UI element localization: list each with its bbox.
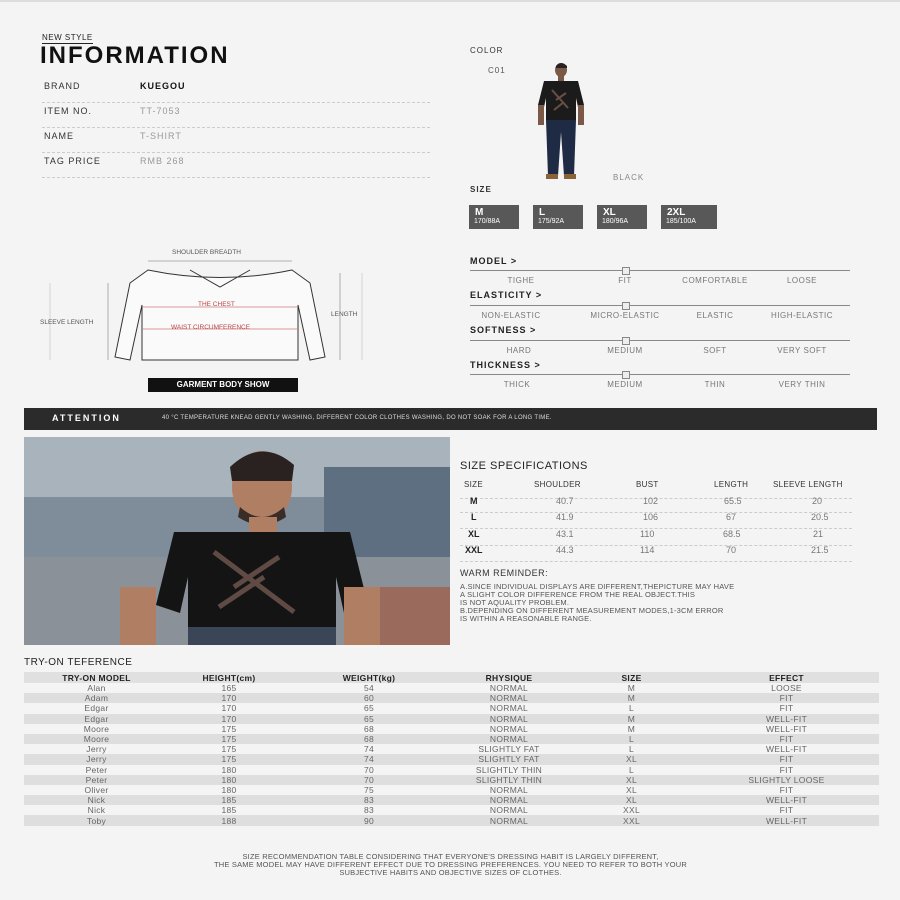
try-on-cell: 180 bbox=[169, 775, 289, 785]
warm-reminder-line: A SLIGHT COLOR DIFFERENCE FROM THE REAL OBJECT.THIS bbox=[460, 590, 696, 599]
garment-diagram bbox=[40, 245, 380, 385]
warm-reminder-line: A.SINCE INDIVIDUAL DISPLAYS ARE DIFFERENT,THEPICTURE MAY HAVE bbox=[460, 582, 735, 591]
try-on-cell: M bbox=[627, 723, 636, 734]
attention-bar bbox=[24, 408, 877, 430]
try-on-cell: 170 bbox=[221, 703, 237, 714]
scale-model-line bbox=[470, 270, 850, 271]
try-on-cell: XXL bbox=[569, 815, 694, 825]
scale-model-title: MODEL > bbox=[470, 256, 518, 266]
size-name: L bbox=[539, 207, 546, 218]
try-on-cell: FIT bbox=[779, 805, 794, 816]
scale-option: COMFORTABLE bbox=[682, 276, 748, 285]
warm-reminder-line: B.DEPENDING ON DIFFERENT MEASUREMENT MODES,1-3CM ERROR bbox=[460, 606, 724, 615]
try-on-cell: NORMAL bbox=[449, 815, 569, 825]
try-on-cell: NORMAL bbox=[449, 795, 569, 805]
try-on-cell: 60 bbox=[289, 693, 449, 703]
spec-cell: 114 bbox=[640, 545, 655, 555]
spec-cell: XL bbox=[468, 529, 480, 539]
try-on-cell: XXL bbox=[623, 805, 640, 816]
try-on-cell: L bbox=[569, 734, 694, 744]
try-on-row bbox=[24, 785, 879, 795]
spec-col-header: LENGTH bbox=[714, 480, 749, 489]
size-option-xl[interactable] bbox=[597, 205, 647, 229]
warm-reminder-line: IS NOT AQUALITY PROBLEM. bbox=[460, 598, 570, 607]
model-photo[interactable] bbox=[24, 437, 450, 645]
color-name: BLACK bbox=[613, 173, 645, 182]
try-on-cell: SLIGHTLY THIN bbox=[475, 764, 543, 775]
spec-cell: 21.5 bbox=[811, 545, 829, 555]
try-on-cell: XL bbox=[569, 795, 694, 805]
scale-option: THICK bbox=[503, 380, 531, 389]
try-on-cell: NORMAL bbox=[489, 805, 529, 816]
try-on-cell: L bbox=[628, 764, 635, 775]
try-on-row bbox=[24, 754, 879, 764]
attention-text: 40 °C TEMPERATURE KNEAD GENTLY WASHING, DIFFERENT COLOR CLOTHES WASHING, DO NOT SOAK FOR A LONG TIME. bbox=[162, 415, 552, 421]
spec-cell: 44.3 bbox=[556, 545, 574, 555]
scale-option: FIT bbox=[618, 276, 632, 285]
top-divider bbox=[0, 0, 900, 2]
spec-cell: XXL bbox=[465, 545, 483, 555]
spec-cell: 65.5 bbox=[724, 496, 742, 506]
length-label: LENGTH bbox=[331, 311, 358, 318]
try-on-cell: 65 bbox=[289, 714, 449, 724]
info-row-brand bbox=[42, 77, 430, 103]
try-on-row bbox=[24, 765, 879, 775]
footer-line: SIZE RECOMMENDATION TABLE CONSIDERING THAT EVERYONE'S DRESSING HABIT IS LARGELY DIFFERENT, bbox=[242, 852, 659, 861]
try-on-cell: 185 bbox=[221, 805, 237, 816]
scale-option: HARD bbox=[506, 346, 532, 355]
spec-cell: 70 bbox=[726, 545, 737, 555]
spec-cell: 41.9 bbox=[556, 512, 574, 522]
try-on-cell: 65 bbox=[363, 703, 375, 714]
try-on-cell: 170 bbox=[169, 714, 289, 724]
try-on-row bbox=[24, 734, 879, 744]
try-on-title: TRY-ON TEFERENCE bbox=[24, 657, 133, 668]
try-on-row bbox=[24, 724, 879, 734]
try-on-cell: 68 bbox=[363, 723, 375, 734]
try-on-col-header: RHYSIQUE bbox=[449, 672, 569, 683]
sleeve-label: SLEEVE LENGTH bbox=[40, 319, 94, 326]
try-on-cell: XL bbox=[626, 784, 637, 795]
try-on-cell: 180 bbox=[221, 784, 237, 795]
size-name: XL bbox=[603, 207, 616, 218]
scale-elasticity-marker[interactable] bbox=[622, 302, 630, 310]
try-on-cell: Moore bbox=[83, 723, 110, 734]
try-on-cell: FIT bbox=[694, 693, 879, 703]
spec-cell: M bbox=[470, 496, 478, 506]
try-on-cell: 70 bbox=[363, 764, 375, 775]
shoulder-label: SHOULDER BREADTH bbox=[172, 249, 241, 256]
try-on-header-row bbox=[24, 672, 879, 683]
try-on-cell: L bbox=[628, 744, 635, 755]
try-on-cell: Oliver bbox=[84, 784, 109, 795]
size-name: M bbox=[475, 207, 484, 218]
info-value: T-SHIRT bbox=[140, 131, 182, 141]
try-on-row bbox=[24, 815, 879, 825]
size-name: 2XL bbox=[667, 207, 686, 218]
scale-softness-title: SOFTNESS > bbox=[470, 325, 537, 335]
try-on-cell: 83 bbox=[289, 795, 449, 805]
garment-body-show-caption: GARMENT BODY SHOW bbox=[148, 378, 298, 392]
size-option-m[interactable] bbox=[469, 205, 519, 229]
try-on-cell: Alan bbox=[87, 683, 106, 694]
try-on-cell: SLIGHTLY FAT bbox=[449, 754, 569, 764]
try-on-cell: NORMAL bbox=[449, 714, 569, 724]
warm-reminder-title: WARM REMINDER: bbox=[460, 568, 549, 578]
try-on-cell: WELL-FIT bbox=[694, 714, 879, 724]
try-on-cell: 165 bbox=[221, 683, 237, 694]
scale-model-marker[interactable] bbox=[622, 267, 630, 275]
scale-elasticity-line bbox=[470, 305, 850, 306]
size-measure: 180/96A bbox=[602, 218, 629, 225]
spec-cell: 110 bbox=[640, 529, 655, 539]
try-on-cell: 185 bbox=[169, 795, 289, 805]
spec-cell: 106 bbox=[643, 512, 659, 522]
scale-option: TIGHE bbox=[507, 276, 535, 285]
try-on-row bbox=[24, 795, 879, 805]
footer-line: THE SAME MODEL MAY HAVE DIFFERENT EFFECT DUE TO DRESSING PREFERENCES. YOU NEED TO REFER TO BOTH YOUR bbox=[214, 860, 687, 869]
try-on-cell: 68 bbox=[289, 734, 449, 744]
scale-option: ELASTIC bbox=[696, 311, 734, 320]
try-on-col-header: TRY-ON MODEL bbox=[24, 672, 169, 683]
footer-line: SUBJECTIVE HABITS AND OBJECTIVE SIZES OF CLOTHES. bbox=[339, 868, 562, 877]
info-row-tag-price bbox=[42, 152, 430, 178]
try-on-cell: L bbox=[628, 703, 635, 714]
spec-col-header: SIZE bbox=[464, 480, 483, 489]
try-on-col-header: SIZE bbox=[569, 672, 694, 683]
try-on-cell: Adam bbox=[24, 693, 169, 703]
scale-softness-marker[interactable] bbox=[622, 337, 630, 345]
spec-cell: L bbox=[471, 512, 477, 522]
try-on-cell: 175 bbox=[169, 734, 289, 744]
try-on-cell: NORMAL bbox=[449, 693, 569, 703]
spec-cell: 20 bbox=[812, 496, 823, 506]
info-key: TAG PRICE bbox=[44, 156, 101, 166]
size-measure: 175/92A bbox=[538, 218, 565, 225]
scale-option: HIGH-ELASTIC bbox=[770, 311, 833, 320]
try-on-cell: 54 bbox=[363, 683, 375, 694]
try-on-cell: Edgar bbox=[24, 714, 169, 724]
try-on-row bbox=[24, 775, 879, 785]
try-on-cell: WELL-FIT bbox=[694, 815, 879, 825]
try-on-cell: NORMAL bbox=[489, 784, 529, 795]
try-on-cell: NORMAL bbox=[489, 683, 529, 694]
spec-cell: 43.1 bbox=[556, 529, 574, 539]
try-on-cell: 75 bbox=[363, 784, 375, 795]
try-on-cell: SLIGHTLY FAT bbox=[478, 744, 540, 755]
info-row-item-no bbox=[42, 102, 430, 128]
info-value: RMB 268 bbox=[140, 156, 185, 166]
try-on-row bbox=[24, 714, 879, 724]
try-on-cell: Jerry bbox=[24, 754, 169, 764]
try-on-cell: Nick bbox=[87, 805, 106, 816]
attention-title: ATTENTION bbox=[52, 413, 121, 423]
try-on-row bbox=[24, 693, 879, 703]
scale-option: LOOSE bbox=[786, 276, 818, 285]
scale-thickness-title: THICKNESS > bbox=[470, 360, 541, 370]
try-on-cell: 70 bbox=[289, 775, 449, 785]
chest-label: THE CHEST bbox=[198, 301, 235, 308]
waist-label: WAIST CIRCUMFERENCE bbox=[171, 324, 251, 331]
info-value: TT-7053 bbox=[140, 106, 181, 116]
try-on-cell: 74 bbox=[363, 744, 375, 755]
size-measure: 170/88A bbox=[474, 218, 501, 225]
try-on-cell: XL bbox=[569, 754, 694, 764]
warm-reminder-line: IS WITHIN A REASONABLE RANGE. bbox=[460, 614, 592, 623]
spec-col-header: SLEEVE LENGTH bbox=[773, 480, 843, 489]
try-on-cell: 175 bbox=[221, 744, 237, 755]
try-on-cell: Nick bbox=[24, 795, 169, 805]
spec-cell: 102 bbox=[643, 496, 659, 506]
try-on-col-header: WEIGHT(kg) bbox=[289, 672, 449, 683]
size-option-2xl[interactable] bbox=[661, 205, 717, 229]
try-on-table bbox=[24, 672, 879, 826]
try-on-cell: FIT bbox=[779, 784, 794, 795]
color-model-figure[interactable] bbox=[516, 60, 606, 185]
scale-thickness-marker[interactable] bbox=[622, 371, 630, 379]
scale-option: SOFT bbox=[703, 346, 727, 355]
scale-option: NON-ELASTIC bbox=[481, 311, 541, 320]
try-on-body bbox=[24, 683, 879, 826]
info-value: KUEGOU bbox=[140, 81, 186, 91]
try-on-col-header: EFFECT bbox=[694, 672, 879, 683]
new-style-kicker: NEW STYLE bbox=[42, 33, 93, 42]
try-on-cell: Edgar bbox=[84, 703, 109, 714]
scale-softness-line bbox=[470, 340, 850, 341]
try-on-cell: NORMAL bbox=[449, 734, 569, 744]
try-on-cell: 74 bbox=[289, 754, 449, 764]
try-on-cell: Jerry bbox=[86, 744, 107, 755]
spec-cell: 40.7 bbox=[556, 496, 574, 506]
try-on-col-header: HEIGHT(cm) bbox=[169, 672, 289, 683]
try-on-cell: 175 bbox=[169, 754, 289, 764]
scale-option: THIN bbox=[704, 380, 726, 389]
try-on-cell: FIT bbox=[694, 754, 879, 764]
try-on-cell: 83 bbox=[363, 805, 375, 816]
spec-cell: 68.5 bbox=[723, 529, 741, 539]
try-on-cell: 170 bbox=[169, 693, 289, 703]
try-on-cell: 90 bbox=[289, 815, 449, 825]
size-option-l[interactable] bbox=[533, 205, 583, 229]
try-on-cell: 188 bbox=[169, 815, 289, 825]
try-on-cell: LOOSE bbox=[771, 683, 802, 694]
spec-cell: 67 bbox=[726, 512, 737, 522]
scale-thickness-line bbox=[470, 374, 850, 375]
try-on-cell: 175 bbox=[221, 723, 237, 734]
info-key: ITEM NO. bbox=[44, 106, 92, 116]
color-label: COLOR bbox=[470, 46, 504, 55]
try-on-cell: FIT bbox=[694, 734, 879, 744]
try-on-cell: NORMAL bbox=[489, 723, 529, 734]
size-spec-title: SIZE SPECIFICATIONS bbox=[460, 460, 588, 472]
info-key: NAME bbox=[44, 131, 75, 141]
try-on-cell: Peter bbox=[24, 775, 169, 785]
spec-cell: 20.5 bbox=[811, 512, 829, 522]
scale-option: MEDIUM bbox=[607, 380, 643, 389]
try-on-row bbox=[24, 703, 879, 713]
try-on-cell: WELL-FIT bbox=[765, 744, 808, 755]
information-title: INFORMATION bbox=[40, 42, 230, 69]
try-on-cell: M bbox=[627, 683, 636, 694]
try-on-row bbox=[24, 744, 879, 754]
try-on-cell: WELL-FIT bbox=[765, 723, 808, 734]
scale-option: VERY THIN bbox=[778, 380, 826, 389]
try-on-cell: WELL-FIT bbox=[694, 795, 879, 805]
try-on-cell: M bbox=[569, 714, 694, 724]
size-label: SIZE bbox=[470, 185, 492, 194]
scale-option: MEDIUM bbox=[607, 346, 643, 355]
try-on-row bbox=[24, 805, 879, 815]
size-measure: 185/100A bbox=[666, 218, 696, 225]
color-code: C01 bbox=[488, 66, 506, 75]
try-on-cell: Peter bbox=[85, 764, 108, 775]
try-on-cell: Moore bbox=[24, 734, 169, 744]
spec-cell: 21 bbox=[813, 529, 824, 539]
size-spec-row bbox=[460, 541, 852, 562]
spec-col-header: SHOULDER bbox=[534, 480, 581, 489]
try-on-cell: SLIGHTLY LOOSE bbox=[694, 775, 879, 785]
try-on-cell: 180 bbox=[221, 764, 237, 775]
try-on-cell: SLIGHTLY THIN bbox=[449, 775, 569, 785]
try-on-cell: Toby bbox=[24, 815, 169, 825]
try-on-cell: M bbox=[569, 693, 694, 703]
try-on-cell: XL bbox=[569, 775, 694, 785]
info-key: BRAND bbox=[44, 81, 81, 91]
try-on-row bbox=[24, 683, 879, 693]
info-row-name bbox=[42, 127, 430, 153]
scale-option: VERY SOFT bbox=[777, 346, 827, 355]
try-on-cell: FIT bbox=[779, 764, 794, 775]
scale-elasticity-title: ELASTICITY > bbox=[470, 290, 543, 300]
spec-col-header: BUST bbox=[636, 480, 659, 489]
scale-option: MICRO-ELASTIC bbox=[590, 311, 660, 320]
try-on-cell: FIT bbox=[779, 703, 794, 714]
try-on-cell: NORMAL bbox=[489, 703, 529, 714]
